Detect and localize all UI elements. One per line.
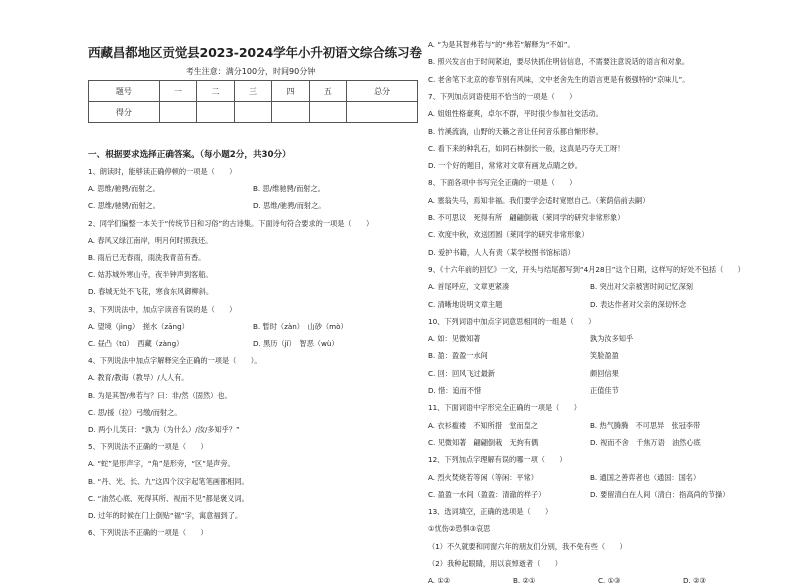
score-cell [234,102,271,123]
option-b: B. 思/维驰骋/而射之。 [253,184,325,194]
option-b: D. 思维/驰骋/而射之。 [253,201,326,211]
question-line: B. 竹溪流淌，山野的天籁之音让任何音乐都自惭形秽。 [428,126,603,136]
question-line: A. “蛇”是形声字，“角”是形旁，“区”是声旁。 [88,459,235,469]
question-line: D. 爱护书籍，人人有责（某学校图书馆标语） [428,247,575,257]
option-a: A. 如：见微知著 [428,334,481,344]
score-table-header-row [89,81,418,102]
question-line: 6、下列说法不正确的一项是（ ） [88,528,208,538]
choice-option: C. ①③ [598,576,621,586]
option-a: A. 烈火焚烧若等闲（等闲：平常） [428,472,538,482]
question-line: 11、下面词语中字形完全正确的一项是（ ） [428,403,581,413]
question-line: A. “为是其智弗若与”的“弗若”解释为“不如”。 [428,40,575,49]
choice-option: D. ②③ [683,576,706,586]
question-line: C. 欢度中秋，欢送团圆（莱同学的研究非常形象） [428,230,589,240]
score-cell: 五 [309,81,346,102]
option-b: B. 突出对父亲被害时间记忆深刻 [590,282,693,292]
option-b: D. 黑历（jǐ） 智恶（wù） [253,339,339,348]
question-line: 5、下列说法不正确的一项是（ ） [88,442,208,452]
option-a: A. 首尾呼应，文章更紧凑 [428,282,510,292]
score-table [88,80,418,123]
question-line: C. 思/援（拉）弓缴/而射之。 [88,407,182,417]
question-line: 9、《十六年前的回忆》一文，开头与结尾都写到“4月28日”这个日期，这样写的好处不包括（ ） [428,264,745,274]
question-line: C. 老舍笔下北京的春节别有风味，文中老舍先生的语言更是有极强特的“京味儿”。 [428,74,690,84]
score-table-score-row [89,102,418,123]
score-cell [309,102,346,123]
page-title: 西藏昌都地区贡觉县2023-2024学年小升初语文综合练习卷 [88,45,422,60]
question-line: B. 为是其智/弗若与？曰：非/然（固然）也。 [88,390,232,400]
option-b: D. 视而不舍 千焦万语 油然心底 [590,437,701,447]
question-line: C. 姑苏城外寒山寺，夜半钟声到客船。 [88,270,213,280]
question-line: A. 塞翁失马，焉知非福。我们要学会适时宽慰自己。（莱荫倍前去嗣） [428,195,650,205]
option-a: C. 昼凸（tū） 西藏（zàng） [88,339,184,348]
option-a: C. 思维/驰骋/而射之。 [88,201,160,211]
score-cell: 题号 [89,81,160,102]
option-b: D. 表达作者对父亲的深切怀念 [590,299,687,309]
question-line: 4、下列说法中加点字解释完全正确的一项是（ ）。 [88,356,262,366]
option-b: 孰为汝多知乎 [590,334,634,344]
question-line: A. 春风又绿江南岸，明月何时照我还。 [88,235,213,245]
question-line: C. 看下来的种乳石，如同石林倒长一般，这真是巧夺天工呀！ [428,143,625,153]
score-cell: 四 [272,81,309,102]
score-cell: 三 [234,81,271,102]
question-line: D. 过年的时候在门上倒贴“福”字，寓意福到了。 [88,511,243,520]
option-a: A. 思维/驰骋/而射之。 [88,184,160,194]
score-cell: 总分 [347,81,418,102]
option-b: B. 热气腾腾 不可思异 张冠李带 [590,420,701,430]
option-b: B. 暂时（zàn） 山砂（mò） [253,321,348,331]
option-a: C. 盈盈一水间（盈盈：清澈的样子） [428,489,546,499]
question-line: 13、选词填空，正确的选项是（ ） [428,507,553,517]
option-a: C. 见微知著 翩翩倒栽 无拘有偶 [428,437,539,447]
question-line: D. 一个好的题目，常常对文章有画龙点睛之妙。 [428,161,582,171]
option-a: C. 清晰地说明文章主题 [428,299,503,309]
question-line: ①忧伤②恐惧③哀思 [428,524,491,534]
score-cell [197,102,234,123]
question-line: 1、朗读时，能够读正确停顿的一项是（ ） [88,167,237,176]
question-line: 7、下列加点词语使用不恰当的一项是（ ） [428,91,577,101]
score-cell: 二 [197,81,234,102]
score-cell [159,102,196,123]
option-a: A. 望境（jìng） 搓水（zāng） [88,321,189,331]
question-line: A. 教育/教诲（教导）/人人有。 [88,373,189,383]
score-cell: 一 [159,81,196,102]
choice-option: A. ①② [428,576,451,586]
option-a: C. 回：回风飞过最新 [428,368,496,378]
exam-notice: 考生注意：满分100分，时间90分钟 [185,67,316,76]
question-line: 10、下列词语中加点字词意思相同的一组是（ ） [428,316,596,326]
question-line: D. 两小儿笑曰：“孰为（为什么）/汝/多知乎？” [88,425,240,434]
score-cell: 得分 [89,102,160,123]
section-heading: 一、根据要求选择正确答案。（每小题2分，共30分） [88,150,291,160]
score-cell [347,102,418,123]
option-b: D. 要留清白在人间（清白：指高尚的节操） [590,489,730,499]
option-a: A. 衣衫褴褛 不知所措 堂而皇之 [428,420,538,430]
option-a: D. 惜：追而不惜 [428,386,482,395]
option-b: 正值佳节 [590,386,619,395]
question-line: C. “油然心底、死得其所、视而不见”都是褒义词。 [88,493,249,503]
question-line: （2）我种起眼睛，用以哀悼逝者（ ） [428,559,562,568]
option-b: 颇回信果 [590,368,619,378]
choice-option: B. ②① [513,576,536,586]
question-line: 12、下列加点字理解有误的哪一项（ ） [428,455,567,465]
question-line: （1）不久就要和同窗六年的朋友们分别，我不免有些（ ） [428,541,627,551]
question-line: B. 照兴发言由于时间紧迫，要尽快抓住明信信息，不需要注意说话的语言和对象。 [428,57,690,67]
question-line: 3、下列说法中，加点字读音有误的是（ ） [88,304,237,314]
question-line: B. 不可思议 死得有所 翩翩倒栽（莱同学的研究非常形象） [428,213,625,222]
option-a: B. 盈：盈盈一水间 [428,351,488,361]
question-line: B. 雨后已无春雨，雨洗我青苗有香。 [88,253,206,262]
option-b: 笑脸盈盈 [590,351,619,361]
question-line: 2、同学们编整一本关于“传统节日和习俗”的古诗集。下面诗句符合要求的一项是（ ） [88,218,374,228]
question-line: D. 春城无处不飞花，寒食东风御柳斜。 [88,287,214,297]
option-b: B. 通国之善弈者也（通国：国名） [590,472,701,482]
question-line: 8、下面各项中书写完全正确的一项是（ ） [428,178,577,188]
score-cell [272,102,309,123]
question-line: B. “丹、光、长、九”这四个汉字起笔笔画都相同。 [88,476,249,486]
question-line: A. 姐姐性格豪爽，卓尔不群，平时很少参加社交活动。 [428,109,603,119]
